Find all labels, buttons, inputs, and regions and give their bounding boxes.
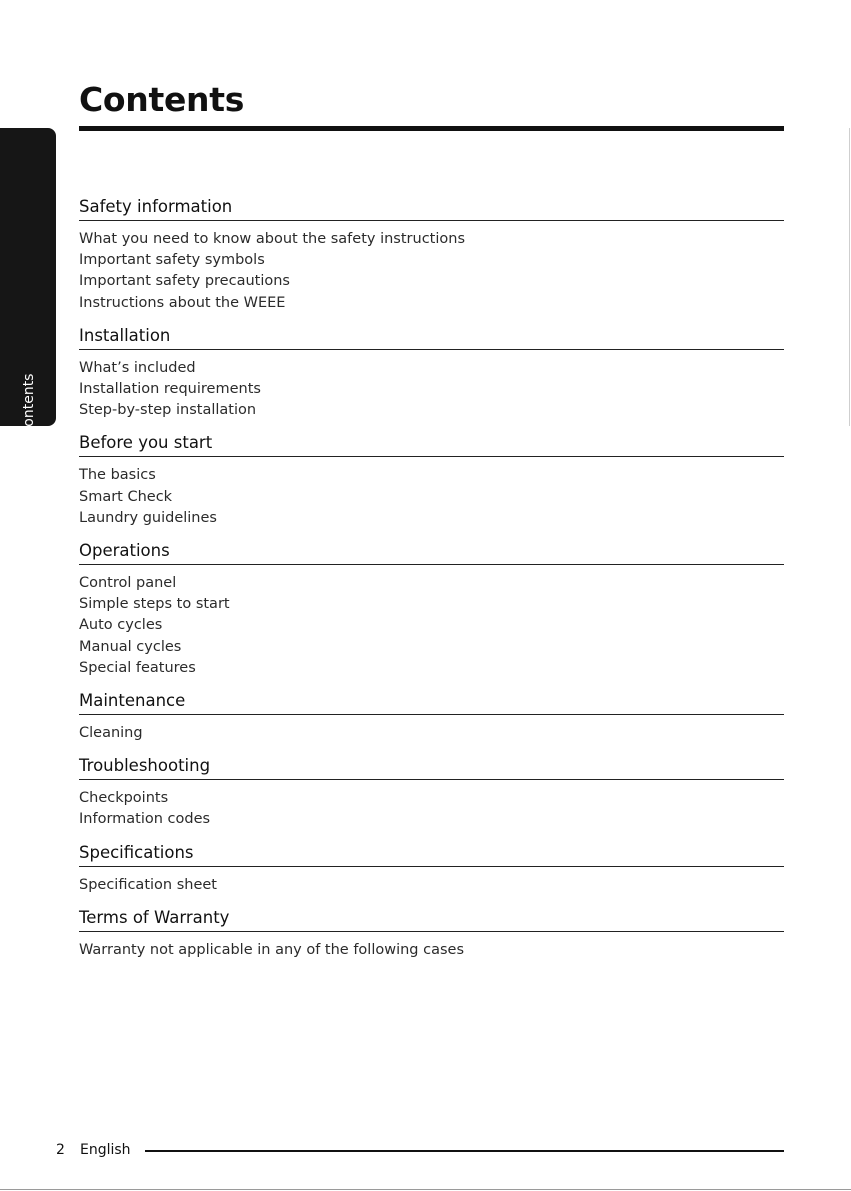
toc-section-heading[interactable]: Specifications <box>79 841 784 867</box>
edge-marker <box>849 128 850 426</box>
toc-entry[interactable]: Step-by-step installation <box>79 402 257 419</box>
footer-rule <box>145 1150 784 1152</box>
toc-section-heading[interactable]: Safety information <box>79 195 784 221</box>
toc-section-heading[interactable]: Maintenance <box>79 689 784 715</box>
toc-entry[interactable]: Checkpoints <box>79 790 169 807</box>
page-number: 2 <box>56 1142 65 1158</box>
toc-section <box>79 906 784 961</box>
toc-entry[interactable]: What’s included <box>79 359 196 376</box>
toc-section-heading[interactable]: Before you start <box>79 431 784 457</box>
page-bottom-edge <box>0 1189 851 1190</box>
toc-section <box>79 431 784 529</box>
toc-section <box>79 195 784 314</box>
page-footer <box>56 1139 784 1161</box>
toc-section <box>79 754 784 830</box>
side-tab <box>0 128 56 437</box>
toc-section <box>79 539 784 679</box>
toc-section <box>79 841 784 896</box>
toc-section-heading[interactable]: Operations <box>79 539 784 565</box>
side-tab-label: Contents <box>21 373 37 437</box>
toc-entry[interactable]: Special features <box>79 659 196 676</box>
toc-entry[interactable]: Laundry guidelines <box>79 509 217 526</box>
toc-entry[interactable]: Important safety precautions <box>79 273 290 290</box>
table-of-contents <box>79 195 784 971</box>
toc-entry[interactable]: Information codes <box>79 811 211 828</box>
toc-entry[interactable]: Warranty not applicable in any of the following cases <box>79 941 465 958</box>
toc-section-heading[interactable]: Installation <box>79 324 784 350</box>
footer-language: English <box>80 1142 131 1158</box>
title-rule <box>79 126 784 131</box>
toc-entry[interactable]: Specification sheet <box>79 876 217 893</box>
toc-entry[interactable]: What you need to know about the safety instructions <box>79 231 465 247</box>
toc-section <box>79 689 784 744</box>
toc-entry[interactable]: Smart Check <box>79 488 173 505</box>
toc-section-heading[interactable]: Terms of Warranty <box>79 906 784 932</box>
toc-entry[interactable]: Installation requirements <box>79 381 261 398</box>
toc-entry[interactable]: Important safety symbols <box>79 252 265 269</box>
toc-entry[interactable]: The basics <box>79 467 156 484</box>
toc-entry[interactable]: Cleaning <box>79 725 143 742</box>
toc-section <box>79 324 784 422</box>
page-title: Contents <box>79 80 245 119</box>
toc-entry[interactable]: Simple steps to start <box>79 596 230 613</box>
toc-entry[interactable]: Control panel <box>79 575 177 592</box>
toc-entry[interactable]: Manual cycles <box>79 638 182 655</box>
toc-entry[interactable]: Instructions about the WEEE <box>79 294 286 311</box>
toc-section-heading[interactable]: Troubleshooting <box>79 754 784 780</box>
toc-entry[interactable]: Auto cycles <box>79 617 163 634</box>
